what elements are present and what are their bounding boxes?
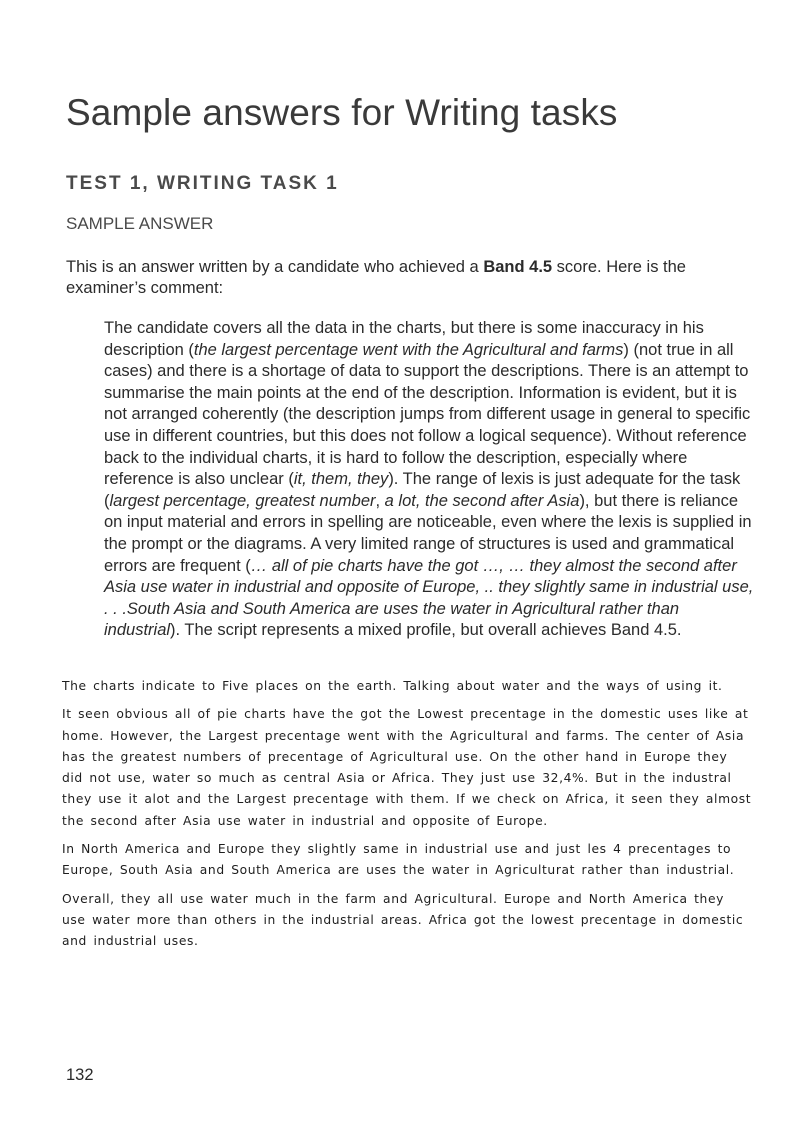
comment-text: ,	[375, 491, 385, 510]
intro-text-end: score. Here is the examiner’s comment:	[66, 258, 686, 297]
comment-quote: a lot, the second after Asia	[384, 491, 580, 510]
sub-heading: SAMPLE ANSWER	[66, 214, 214, 233]
comment-quote: it, them, they	[293, 470, 389, 489]
comment-quote: largest percentage, greatest number	[109, 491, 376, 510]
examiner-comment	[104, 318, 756, 642]
comment-quote: … all of pie charts have the got …, … they almost the second after Asia use water in industrial and opposite of Europe, .. they slightly same in industrial use, . . .South Asia and South America are uses the water in Agricultural rather than industrial	[104, 556, 754, 640]
comment-text: ) (not true in all cases) and there is a shortage of data to support the descriptions. There is an attempt to summarise the main points at the end of the description. Information is evident, but it is not arranged coherently (the description jumps from different usage in general to specific use in different countries, but this does not follow a logical sequence). Without reference back to the individual charts, it is hard to follow the description, especially where reference is also unclear (	[104, 340, 751, 489]
intro-text: This is an answer written by a candidate who achieved a	[66, 258, 484, 276]
page-title: Sample answers for Writing tasks	[66, 92, 618, 133]
comment-text: ), but there is reliance on input material and errors in spelling are noticeable, even where the lexis is supplied in the prompt or the diagrams. A very limited range of structures is used and grammatical errors are frequent (	[104, 491, 752, 575]
handwritten-essay	[62, 676, 752, 960]
band-score: Band 4.5	[483, 258, 553, 276]
essay-paragraph: The charts indicate to Five places on the earth. Talking about water and the ways of using it.	[62, 679, 723, 693]
intro-paragraph	[66, 257, 746, 299]
section-heading: TEST 1, WRITING TASK 1	[66, 173, 339, 194]
essay-paragraph: It seen obvious all of pie charts have the got the Lowest precentage in the domestic uses like at home. However, the Largest precentage went with the Agricultural and farms. The center of Asia has the greatest numbers of precentage of Agricultural use. On the other hand in Europe they did not use, water so much as central Asia or Africa. They just use 32,4%. But in the industral they use it alot and the Largest precentage with them. If we check on Africa, it seen they almost the second after Asia use water in industrial and opposite of Europe.	[62, 707, 752, 828]
essay-paragraph: In North America and Europe they slightly same in industrial use and just les 4 precentages to Europe, South Asia and South America are uses the water in Agriculturat rather than industrial.	[62, 842, 735, 878]
comment-text: ). The script represents a mixed profile, but overall achieves Band 4.5.	[170, 621, 682, 640]
comment-quote: the largest percentage went with the Agricultural and farms	[193, 340, 624, 359]
comment-text: ). The range of lexis is just adequate for the task (	[104, 470, 741, 510]
comment-text: The candidate covers all the data in the charts, but there is some inaccuracy in his description (	[104, 319, 704, 359]
page-number: 132	[66, 1066, 94, 1084]
essay-paragraph: Overall, they all use water much in the farm and Agricultural. Europe and North America they use water more than others in the industrial areas. Africa got the lowest precentage in domestic and industrial uses.	[62, 891, 744, 949]
